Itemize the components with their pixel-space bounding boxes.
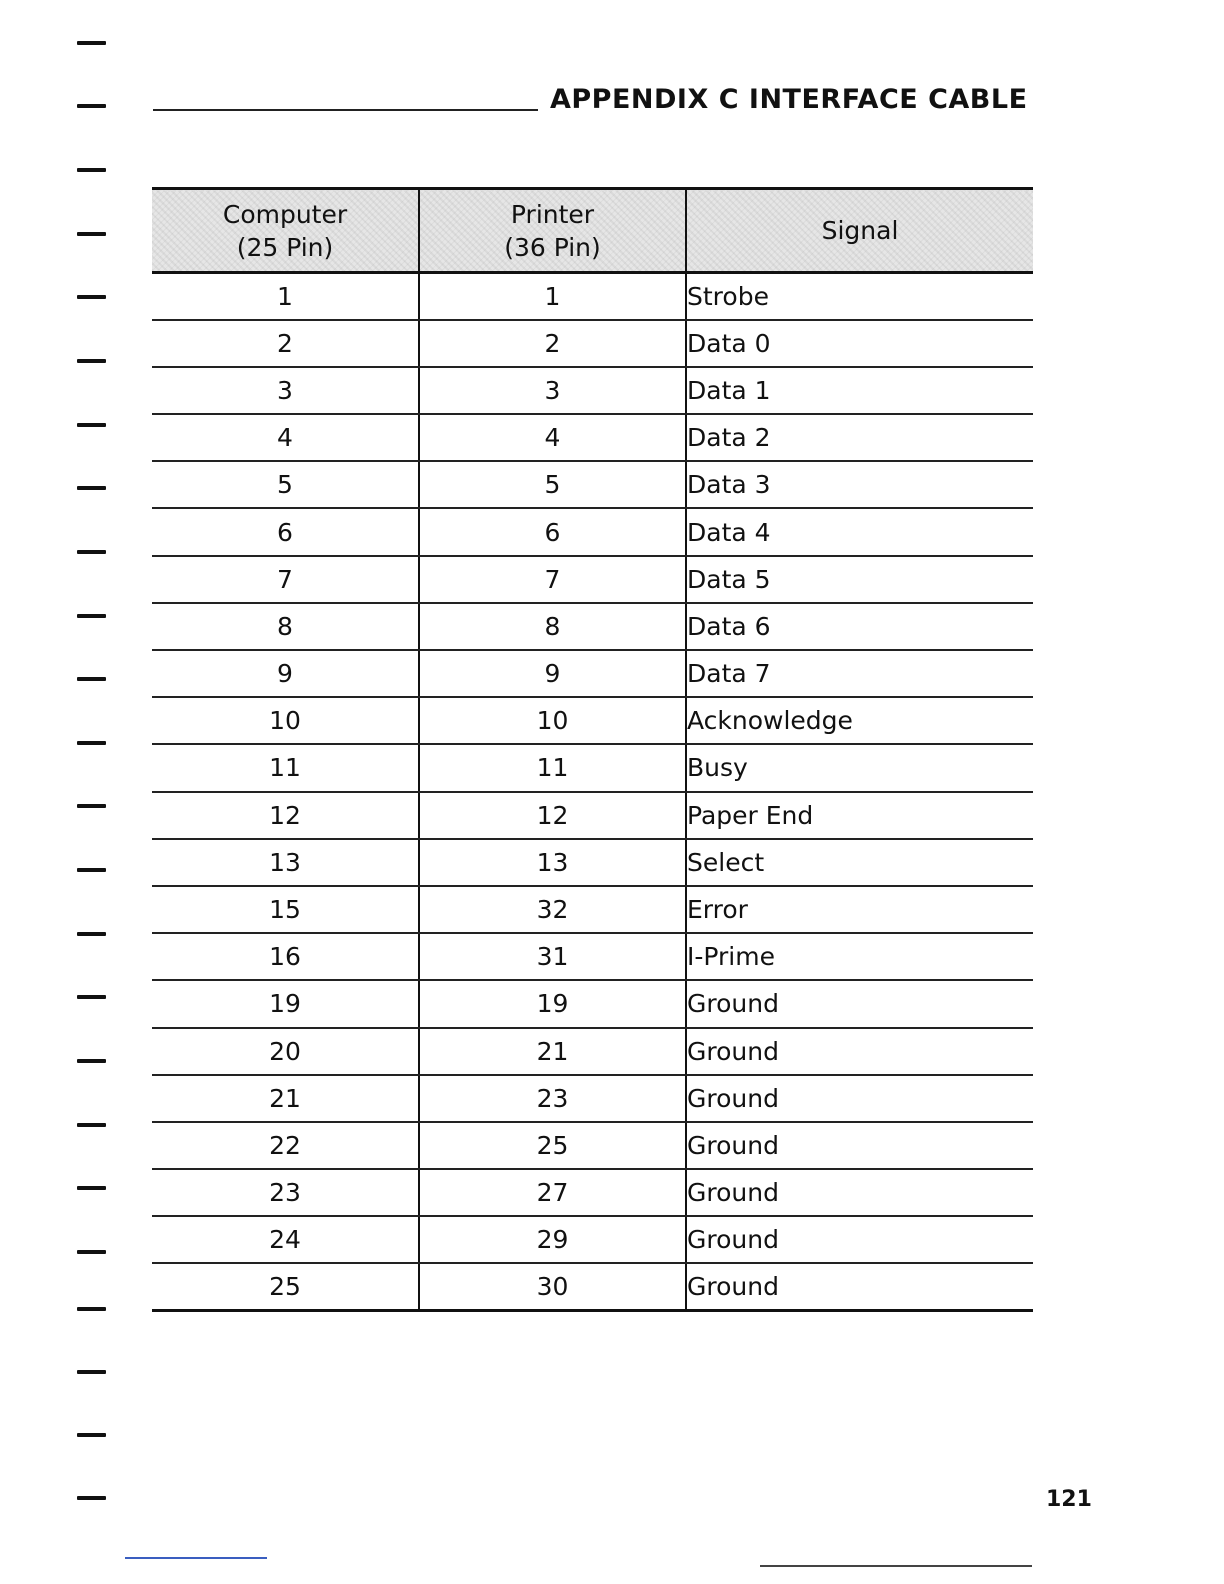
- cell-signal: Error: [686, 886, 1033, 933]
- binder-mark: [77, 486, 106, 490]
- table-body: [152, 273, 1033, 1311]
- cell-signal: Acknowledge: [686, 697, 1033, 744]
- binder-mark: [77, 677, 106, 681]
- cell-printer-pin: 30: [419, 1263, 686, 1310]
- table-row: [152, 556, 1033, 603]
- header-rule: [153, 109, 538, 111]
- cell-printer-pin: 3: [419, 367, 686, 414]
- cell-printer-pin: 7: [419, 556, 686, 603]
- cell-signal: Paper End: [686, 792, 1033, 839]
- cell-printer-pin: 12: [419, 792, 686, 839]
- cell-computer-pin: 2: [152, 320, 419, 367]
- binder-mark: [77, 1250, 106, 1254]
- cell-printer-pin: 25: [419, 1122, 686, 1169]
- header-computer-25-pin: [152, 189, 419, 273]
- table-row: [152, 367, 1033, 414]
- binder-mark: [77, 550, 106, 554]
- cell-computer-pin: 22: [152, 1122, 419, 1169]
- cell-printer-pin: 21: [419, 1028, 686, 1075]
- cell-signal: Ground: [686, 980, 1033, 1027]
- header-printer-36-pin: [419, 189, 686, 273]
- binder-mark: [77, 1496, 106, 1500]
- header-printer-line2: (36 Pin): [504, 232, 601, 262]
- cell-signal: Data 0: [686, 320, 1033, 367]
- table-row: [152, 839, 1033, 886]
- table-header: [152, 189, 1033, 273]
- cell-signal: Data 5: [686, 556, 1033, 603]
- binder-mark: [77, 359, 106, 363]
- cell-computer-pin: 10: [152, 697, 419, 744]
- binder-mark: [77, 932, 106, 936]
- binder-mark: [77, 168, 106, 172]
- binder-mark: [77, 741, 106, 745]
- table-row: [152, 1075, 1033, 1122]
- table-row: [152, 933, 1033, 980]
- cell-signal: Busy: [686, 744, 1033, 791]
- cell-computer-pin: 25: [152, 1263, 419, 1310]
- cell-signal: Ground: [686, 1122, 1033, 1169]
- cell-printer-pin: 23: [419, 1075, 686, 1122]
- table-row: [152, 697, 1033, 744]
- cell-printer-pin: 29: [419, 1216, 686, 1263]
- cell-signal: Data 6: [686, 603, 1033, 650]
- cell-printer-pin: 6: [419, 508, 686, 555]
- cell-computer-pin: 3: [152, 367, 419, 414]
- header-signal: [686, 189, 1033, 273]
- footer-line-left: [125, 1557, 267, 1559]
- table-row: [152, 980, 1033, 1027]
- table-header-row: [152, 189, 1033, 273]
- table-row: [152, 414, 1033, 461]
- binder-mark: [77, 104, 106, 108]
- table-row: [152, 650, 1033, 697]
- cell-signal: Ground: [686, 1028, 1033, 1075]
- cell-printer-pin: 5: [419, 461, 686, 508]
- binder-mark: [77, 614, 106, 618]
- binder-mark: [77, 804, 106, 808]
- cell-computer-pin: 11: [152, 744, 419, 791]
- cell-computer-pin: 13: [152, 839, 419, 886]
- table-row: [152, 1028, 1033, 1075]
- footer-line-right: [760, 1565, 1032, 1567]
- interface-cable-table: [152, 187, 1033, 1312]
- cell-computer-pin: 23: [152, 1169, 419, 1216]
- cell-printer-pin: 10: [419, 697, 686, 744]
- cell-signal: Data 7: [686, 650, 1033, 697]
- binder-mark: [77, 995, 106, 999]
- cell-signal: Data 2: [686, 414, 1033, 461]
- cell-signal: Ground: [686, 1075, 1033, 1122]
- table-row: [152, 1122, 1033, 1169]
- cell-computer-pin: 7: [152, 556, 419, 603]
- cell-signal: Strobe: [686, 273, 1033, 320]
- cell-computer-pin: 5: [152, 461, 419, 508]
- cell-signal: Data 3: [686, 461, 1033, 508]
- cell-computer-pin: 19: [152, 980, 419, 1027]
- cell-printer-pin: 2: [419, 320, 686, 367]
- table-row: [152, 792, 1033, 839]
- binder-mark: [77, 1059, 106, 1063]
- table-row: [152, 320, 1033, 367]
- cell-computer-pin: 21: [152, 1075, 419, 1122]
- cell-signal: Ground: [686, 1263, 1033, 1310]
- binder-mark: [77, 232, 106, 236]
- header-computer-line1: Computer: [222, 199, 348, 229]
- cell-computer-pin: 20: [152, 1028, 419, 1075]
- table-row: [152, 744, 1033, 791]
- binder-mark: [77, 295, 106, 299]
- cell-computer-pin: 12: [152, 792, 419, 839]
- table-row: [152, 1169, 1033, 1216]
- binder-mark: [77, 1123, 106, 1127]
- table-row: [152, 1216, 1033, 1263]
- cell-computer-pin: 24: [152, 1216, 419, 1263]
- cell-printer-pin: 9: [419, 650, 686, 697]
- cell-signal: Ground: [686, 1169, 1033, 1216]
- cell-printer-pin: 11: [419, 744, 686, 791]
- cell-computer-pin: 6: [152, 508, 419, 555]
- binder-mark: [77, 1186, 106, 1190]
- binder-mark: [77, 868, 106, 872]
- cell-printer-pin: 4: [419, 414, 686, 461]
- cell-computer-pin: 4: [152, 414, 419, 461]
- cell-printer-pin: 1: [419, 273, 686, 320]
- cell-signal: Ground: [686, 1216, 1033, 1263]
- cell-computer-pin: 8: [152, 603, 419, 650]
- cell-printer-pin: 13: [419, 839, 686, 886]
- cell-computer-pin: 15: [152, 886, 419, 933]
- page-title: APPENDIX C INTERFACE CABLE: [550, 84, 1028, 115]
- cell-printer-pin: 19: [419, 980, 686, 1027]
- binder-mark: [77, 1433, 106, 1437]
- binder-mark: [77, 1370, 106, 1374]
- binder-mark: [77, 41, 106, 45]
- table-row: [152, 603, 1033, 650]
- header-signal-label: Signal: [821, 216, 899, 245]
- table-row: [152, 886, 1033, 933]
- cell-printer-pin: 32: [419, 886, 686, 933]
- table-row: [152, 508, 1033, 555]
- table-row: [152, 461, 1033, 508]
- binder-mark: [77, 1307, 106, 1311]
- cell-computer-pin: 9: [152, 650, 419, 697]
- cell-computer-pin: 16: [152, 933, 419, 980]
- table-row: [152, 1263, 1033, 1310]
- cell-signal: I-Prime: [686, 933, 1033, 980]
- cell-signal: Data 1: [686, 367, 1033, 414]
- header-computer-line2: (25 Pin): [236, 232, 334, 262]
- cell-printer-pin: 8: [419, 603, 686, 650]
- header-printer-line1: Printer: [510, 199, 595, 229]
- cell-computer-pin: 1: [152, 273, 419, 320]
- page-number: 121: [1046, 1487, 1092, 1512]
- cell-printer-pin: 27: [419, 1169, 686, 1216]
- cell-signal: Data 4: [686, 508, 1033, 555]
- binder-mark: [77, 423, 106, 427]
- cell-printer-pin: 31: [419, 933, 686, 980]
- table-row: [152, 273, 1033, 320]
- cell-signal: Select: [686, 839, 1033, 886]
